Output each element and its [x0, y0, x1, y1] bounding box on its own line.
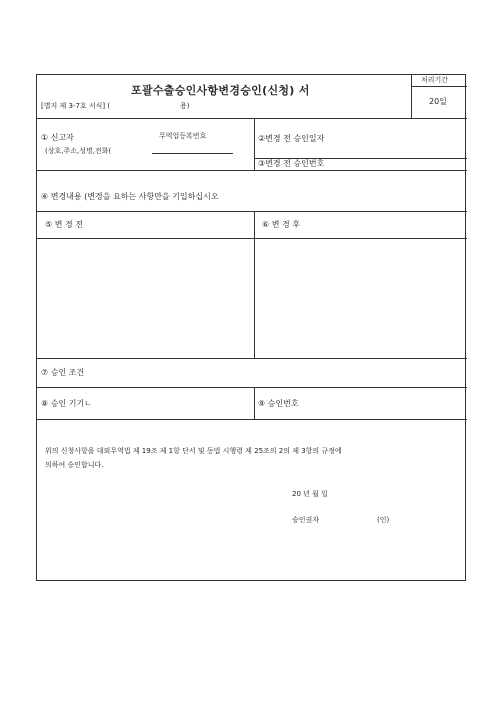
row-line [37, 118, 467, 119]
approval-date-label: ②변경 전 승인일자 [258, 134, 325, 143]
row-line [37, 170, 467, 171]
approval-divider [254, 387, 255, 419]
before-content-area[interactable] [38, 239, 253, 357]
form-title: 포괄수출승인사항변경승인(신청) 서 [131, 84, 310, 97]
applicant-sub-label: (상호,주소,성명,전화( [45, 147, 112, 155]
applicant-label: ① 신고자 [41, 133, 74, 142]
trade-reg-label: 무역업등록번호 [159, 132, 207, 140]
after-content-area[interactable] [255, 239, 466, 357]
period-box-divider [411, 75, 412, 118]
applicant-divider [254, 118, 255, 170]
statement-line-2: 의하여 승인합니다. [45, 461, 104, 469]
after-label: ⑥ 변 경 후 [262, 220, 300, 229]
row-line [37, 419, 467, 420]
seal-label: (인) [377, 516, 390, 524]
change-content-label: ④ 변경내용 (변경을 요하는 사항만을 기입하십시오 [41, 192, 219, 201]
processing-period-value: 20일 [429, 97, 447, 106]
statement-date: 20 년 월 일 [292, 490, 328, 498]
row-line [37, 387, 467, 388]
trade-reg-field[interactable] [152, 153, 233, 154]
processing-period-label: 처리기간 [421, 76, 449, 84]
conditions-label: ⑦ 승인 조건 [41, 368, 85, 377]
statement-line-1: 위의 신청사항을 대외무역법 제 19조 제 1항 단서 및 동법 시행령 제 25조의 2의 제 3항의 규정에 [45, 447, 342, 455]
authority-label: 승인권자 [292, 516, 320, 524]
form-number: [별지 제 3-7호 서식] ( [41, 102, 111, 110]
before-label: ⑤ 변 경 전 [45, 220, 83, 229]
row-line [37, 211, 467, 212]
period-box-line [411, 86, 467, 87]
row-line [37, 358, 467, 359]
period-label: ⑧ 승인 기기ㄴ [41, 399, 92, 408]
approval-number-field-label: ⑨ 승인번호 [258, 399, 299, 408]
form-use: 용) [180, 102, 190, 110]
approval-number-label: ③변경 전 승인번호 [258, 159, 325, 168]
approval-form [36, 74, 466, 581]
